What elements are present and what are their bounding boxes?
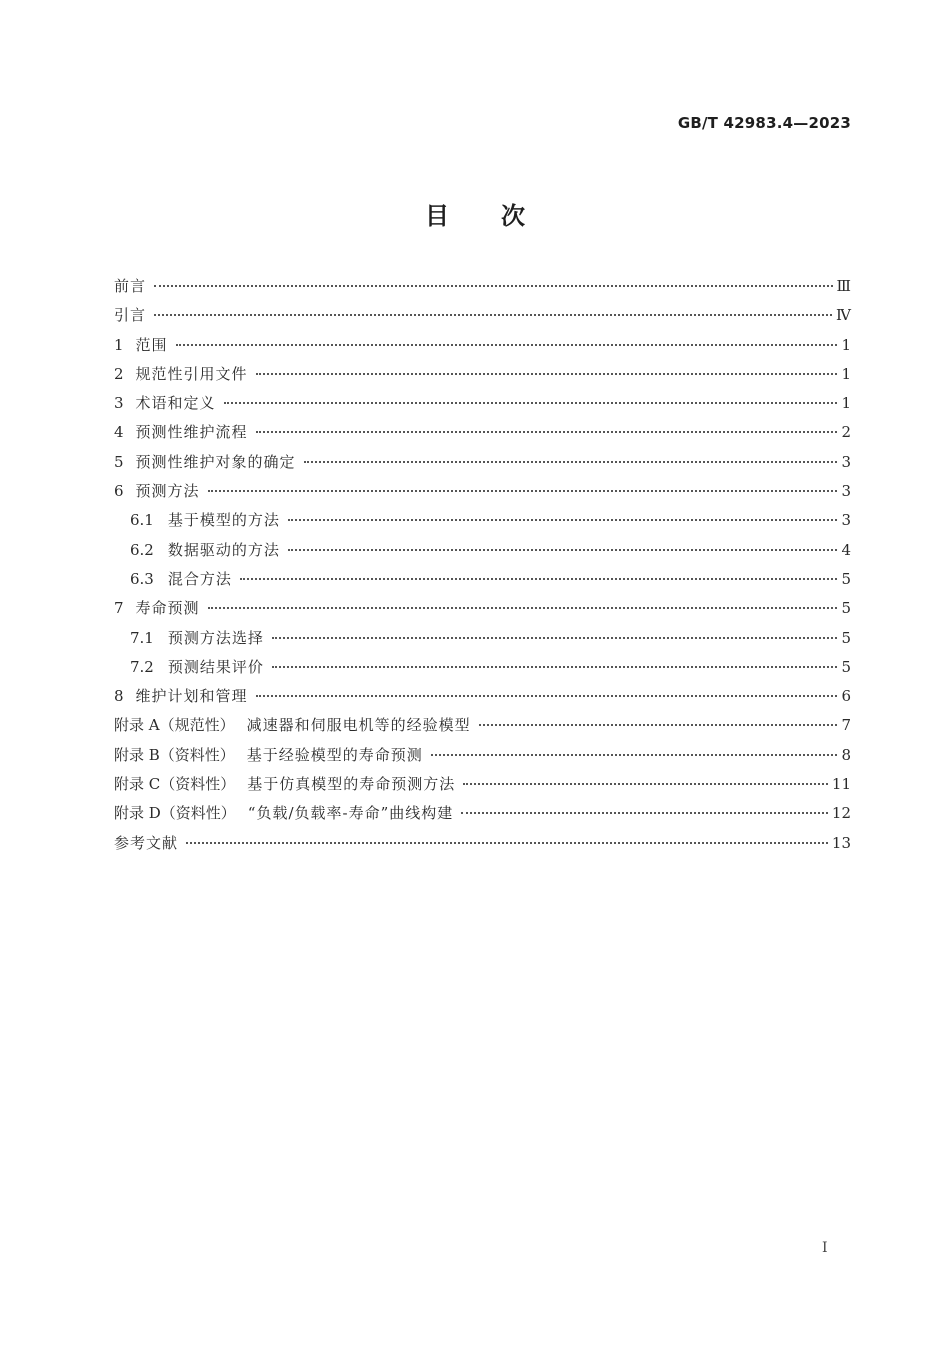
- toc-entry[interactable]: [114, 389, 851, 418]
- toc-entry[interactable]: [114, 741, 851, 770]
- toc-entry-page: 1: [841, 335, 851, 354]
- toc-entry-label: 数据驱动的方法: [167, 540, 280, 559]
- toc-leader-dots: [154, 285, 833, 287]
- toc-entry-label: 预测方法: [135, 482, 200, 501]
- toc-entry[interactable]: [114, 829, 851, 858]
- toc-entry-label: 预测性维护对象的确定: [135, 452, 296, 471]
- toc-entry-label: 维护计划和管理: [135, 687, 248, 706]
- toc-entry[interactable]: [114, 331, 851, 360]
- toc-leader-dots: [256, 431, 838, 433]
- toc-leader-dots: [461, 812, 828, 814]
- toc-entry[interactable]: [114, 565, 851, 594]
- toc-entry[interactable]: [114, 682, 851, 711]
- toc-entry-number: 7.1: [130, 628, 154, 647]
- toc-entry[interactable]: [114, 594, 851, 623]
- toc-leader-dots: [304, 461, 838, 463]
- toc-entry-page: 4: [841, 540, 851, 559]
- toc-entry-label: 寿命预测: [135, 599, 200, 618]
- toc-entry-page: 6: [841, 687, 851, 706]
- toc-entry-page: 5: [841, 657, 851, 676]
- toc-entry-number: 附录 D（资料性）: [114, 804, 236, 823]
- toc-leader-dots: [272, 637, 838, 639]
- toc-entry[interactable]: [114, 624, 851, 653]
- toc-entry-page: 11: [831, 775, 851, 794]
- toc-entry-page: 5: [841, 628, 851, 647]
- toc-entry-page: 7: [841, 716, 851, 735]
- toc-leader-dots: [176, 344, 838, 346]
- toc-entry-number: 6.2: [130, 540, 154, 559]
- toc-leader-dots: [463, 783, 828, 785]
- toc-entry-page: 3: [841, 511, 851, 530]
- toc-entry-page: 13: [831, 833, 851, 852]
- toc-entry[interactable]: [114, 360, 851, 389]
- toc-entry-number: 附录 C（资料性）: [114, 775, 236, 794]
- toc-leader-dots: [479, 724, 838, 726]
- toc-entry-page: 1: [841, 394, 851, 413]
- toc-entry[interactable]: [114, 536, 851, 565]
- toc-entry-number: 5: [114, 452, 124, 471]
- toc-leader-dots: [256, 373, 838, 375]
- toc-entry-number: 7: [114, 599, 124, 618]
- toc-entry-label: 引言: [114, 306, 147, 325]
- toc-leader-dots: [288, 549, 838, 551]
- toc-entry[interactable]: [114, 799, 851, 828]
- toc-leader-dots: [224, 402, 838, 404]
- toc-leader-dots: [154, 314, 832, 316]
- toc-leader-dots: [256, 695, 838, 697]
- toc-entry-page: 5: [841, 599, 851, 618]
- toc-entry[interactable]: [114, 506, 851, 535]
- toc-entry-label: 术语和定义: [135, 394, 216, 413]
- toc-entry-number: 8: [114, 687, 124, 706]
- toc-entry-number: 2: [114, 364, 124, 383]
- toc-entry-page: 8: [841, 745, 851, 764]
- toc-leader-dots: [208, 490, 838, 492]
- toc-entry-number: 附录 B（资料性）: [114, 745, 235, 764]
- toc-entry-label: 基于仿真模型的寿命预测方法: [247, 775, 456, 794]
- toc-leader-dots: [240, 578, 838, 580]
- toc-entry-label: 混合方法: [167, 569, 232, 588]
- toc-entry-label: 预测性维护流程: [135, 423, 248, 442]
- toc-entry-label: “负载/负载率-寿命”曲线构建: [247, 804, 454, 823]
- toc-entry-label: 规范性引用文件: [135, 364, 248, 383]
- toc-entry[interactable]: [114, 477, 851, 506]
- toc-title: 目次: [425, 202, 577, 230]
- toc-entry-page: Ⅳ: [836, 306, 851, 325]
- toc-entry-page: 2: [841, 423, 851, 442]
- toc-entry-number: 3: [114, 394, 124, 413]
- toc-leader-dots: [272, 666, 838, 668]
- toc-entry-number: 附录 A（规范性）: [114, 716, 235, 735]
- toc-entry-number: 6.3: [130, 569, 154, 588]
- toc-entry-label: 预测结果评价: [167, 657, 264, 676]
- table-of-contents: [114, 272, 851, 858]
- toc-entry-page: 12: [831, 804, 851, 823]
- toc-entry-page: 3: [841, 452, 851, 471]
- toc-entry-number: 7.2: [130, 657, 154, 676]
- toc-entry[interactable]: [114, 418, 851, 447]
- toc-entry-label: 基于模型的方法: [167, 511, 280, 530]
- toc-entry-label: 减速器和伺服电机等的经验模型: [246, 716, 471, 735]
- toc-leader-dots: [288, 519, 838, 521]
- toc-leader-dots: [186, 842, 828, 844]
- toc-entry-number: 1: [114, 335, 124, 354]
- toc-entry-label: 基于经验模型的寿命预测: [246, 745, 423, 764]
- document-code: GB/T 42983.4—2023: [677, 114, 851, 132]
- toc-entry-page: 3: [841, 482, 851, 501]
- toc-entry[interactable]: [114, 770, 851, 799]
- toc-entry-label: 范围: [135, 335, 168, 354]
- toc-entry-label: 前言: [114, 277, 147, 295]
- toc-entry-label: 参考文献: [114, 833, 179, 852]
- toc-entry-number: 6.1: [130, 511, 154, 530]
- toc-entry[interactable]: [114, 653, 851, 682]
- toc-entry[interactable]: [114, 272, 851, 301]
- toc-entry[interactable]: [114, 301, 851, 330]
- toc-leader-dots: [431, 754, 838, 756]
- toc-entry-number: 6: [114, 482, 124, 501]
- toc-entry[interactable]: [114, 448, 851, 477]
- toc-entry[interactable]: [114, 711, 851, 740]
- toc-entry-page: 5: [841, 569, 851, 588]
- toc-entry-number: 4: [114, 423, 124, 442]
- toc-entry-page: Ⅲ: [836, 277, 851, 295]
- toc-leader-dots: [208, 607, 838, 609]
- toc-entry-page: 1: [841, 364, 851, 383]
- page-number: I: [822, 1240, 828, 1256]
- toc-entry-label: 预测方法选择: [167, 628, 264, 647]
